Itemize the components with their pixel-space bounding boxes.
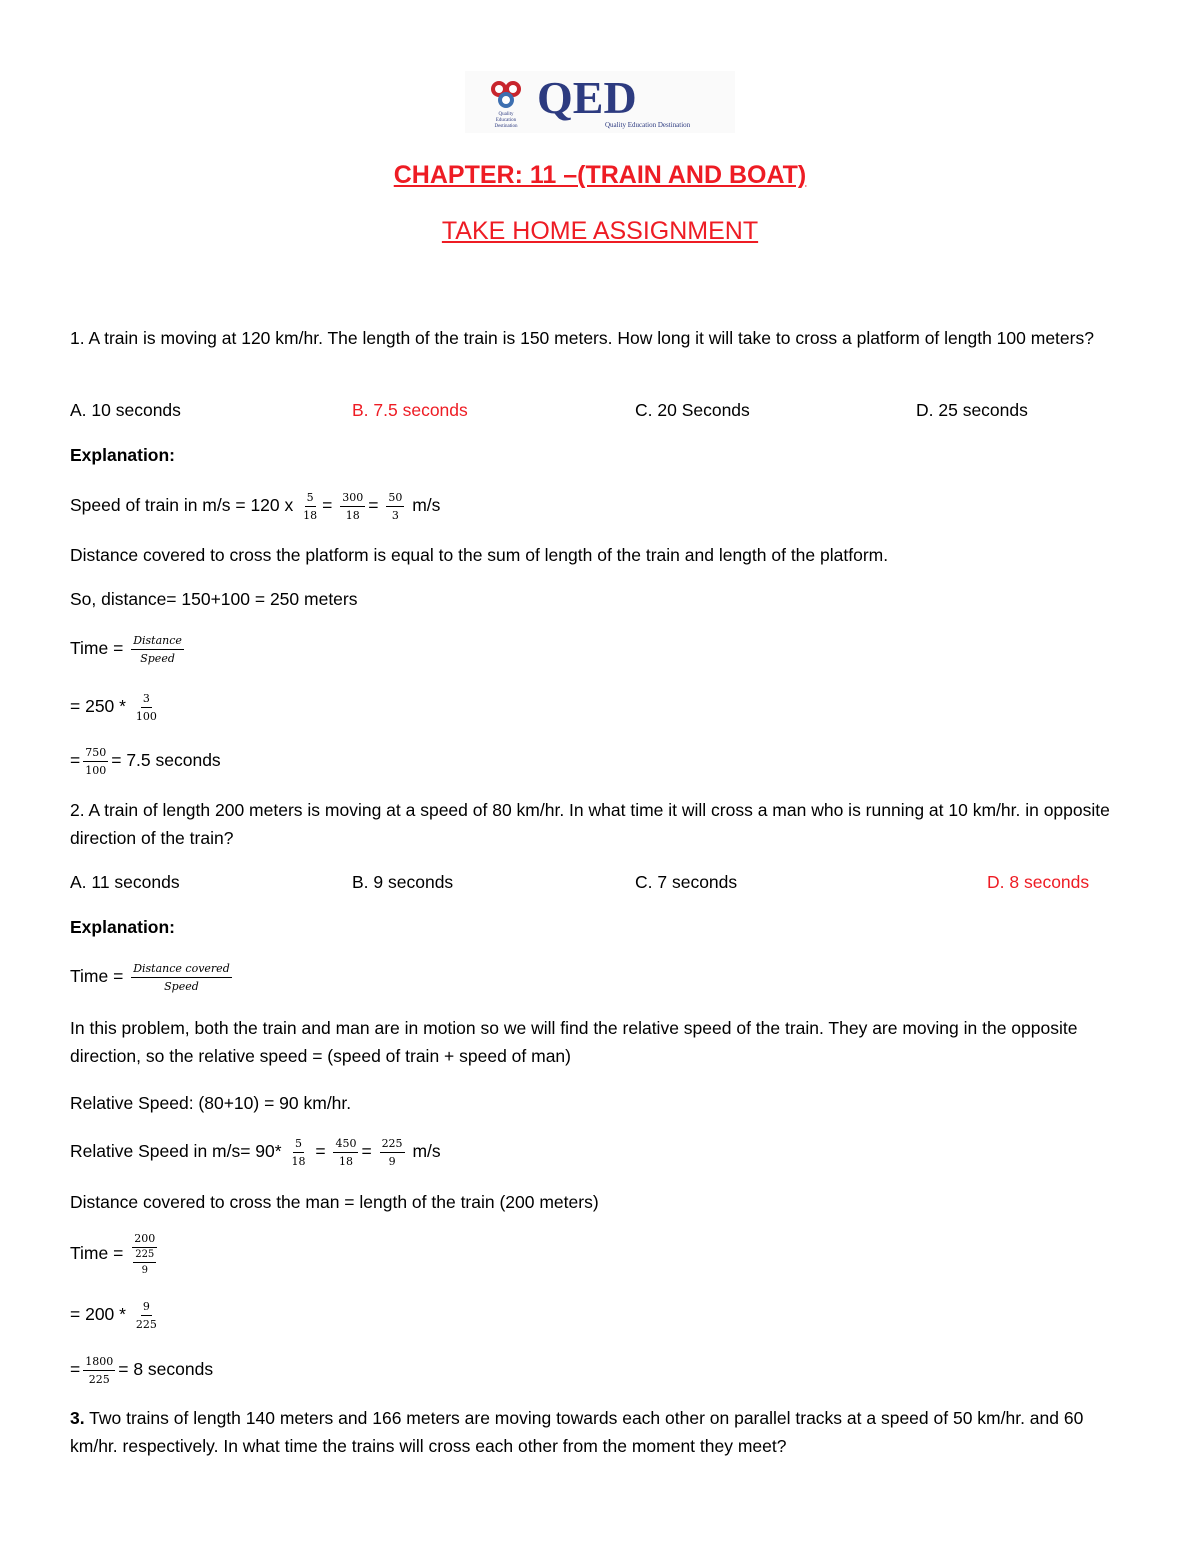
q1-option-d[interactable]: D. 25 seconds xyxy=(916,400,1028,420)
q2-option-b[interactable]: B. 9 seconds xyxy=(352,872,454,892)
q2-distance-man: Distance covered to cross the man = length of the train (200 meters) xyxy=(70,1192,599,1212)
fraction-300-18: $\frac{300}{18}$ xyxy=(342,490,364,522)
logo-wordmark: QED xyxy=(537,72,637,123)
logo-tagline: Quality Education Destination xyxy=(605,121,691,129)
q1-distance-line: Distance covered to cross the platform is equal to the sum of length of the train and length of the platform. xyxy=(70,545,889,565)
q2-relative-speed: Relative Speed: (80+10) = 90 km/hr. xyxy=(70,1093,352,1113)
q2-option-a[interactable]: A. 11 seconds xyxy=(70,872,180,892)
svg-text:Destination: Destination xyxy=(494,124,518,129)
svg-text:Quality: Quality xyxy=(498,112,514,117)
q2-option-c[interactable]: C. 7 seconds xyxy=(635,872,738,892)
q2-option-d[interactable]: D. 8 seconds xyxy=(987,872,1090,892)
fraction-distance-covered-speed: $\frac{\text{Distance covered}}{\text{Speed}}$ xyxy=(133,961,230,993)
q2-step-1: = 200 * $\frac{9}{225}$ xyxy=(70,1299,157,1331)
fraction-50-3: $\frac{50}{3}$ xyxy=(388,490,403,522)
fraction-750-100: $\frac{750}{100}$ xyxy=(85,745,107,777)
fraction-9-225: $\frac{9}{225}$ xyxy=(135,1299,157,1331)
q1-speed-line: Speed of train in m/s = 120 x $\frac{5}{18}$ = $\frac{300}{18}$ = $\frac{50}{3}$ m/s xyxy=(70,490,441,522)
question-2 xyxy=(70,796,1130,852)
q1-explanation-label: Explanation: xyxy=(70,445,176,465)
question-text: A train of length 200 meters is moving at a speed of 80 km/hr. In what time it will cross a man who is running at 10 km/hr. in opposite direction of the train? xyxy=(70,800,1110,848)
fraction-distance-speed: $\frac{\text{Distance}}{\text{Speed}}$ xyxy=(133,633,182,665)
q2-step-2: = $\frac{1800}{225}$ = 8 seconds xyxy=(70,1354,214,1386)
question-number: 1. xyxy=(70,328,85,348)
q2-relative-text: In this problem, both the train and man are in motion so we will find the relative speed of the train. They are moving in the opposite direction, so the relative speed = (speed of train + speed of man) xyxy=(70,1018,1078,1066)
q2-time-formula: Time = $\frac{\text{Distance covered}}{\text{Speed}}$ xyxy=(70,961,230,993)
question-text: A train is moving at 120 km/hr. The length of the train is 150 meters. How long it will take to cross a platform of length 100 meters? xyxy=(88,328,1094,348)
q1-step-2: = $\frac{750}{100}$ = 7.5 seconds xyxy=(70,745,221,777)
assignment-subtitle: TAKE HOME ASSIGNMENT xyxy=(441,217,759,245)
qed-logo xyxy=(465,71,735,133)
fraction-5-18: $\frac{5}{18}$ xyxy=(291,1136,306,1168)
question-text: Two trains of length 140 meters and 166 meters are moving towards each other on parallel tracks at a speed of 50 km/hr. and 60 km/hr. respectively. In what time the trains will cross each other from the moment they meet? xyxy=(70,1408,1084,1456)
fraction-3-100: $\frac{3}{100}$ xyxy=(135,691,157,723)
chapter-title: CHAPTER: 11 –(TRAIN AND BOAT) xyxy=(393,161,807,189)
fraction-450-18: $\frac{450}{18}$ xyxy=(335,1136,357,1168)
q1-option-a[interactable]: A. 10 seconds xyxy=(70,400,181,420)
fraction-225-9: $\frac{225}{9}$ xyxy=(381,1136,403,1168)
svg-text:Education: Education xyxy=(495,118,517,123)
fraction-1800-225: $\frac{1800}{225}$ xyxy=(85,1354,114,1386)
question-number: 2. xyxy=(70,800,85,820)
question-1 xyxy=(70,324,1130,352)
q1-option-b[interactable]: B. 7.5 seconds xyxy=(352,400,468,420)
q1-time-formula: Time = $\frac{\text{Distance}}{\text{Speed}}$ xyxy=(70,633,182,665)
q1-so-distance: So, distance= 150+100 = 250 meters xyxy=(70,589,358,609)
q2-relative-speed-ms: Relative Speed in m/s= 90* $\frac{5}{18}$ = $\frac{450}{18}$ = $\frac{225}{9}$ m/s xyxy=(70,1136,441,1168)
q2-time-compound: Time = $\frac{200}{\frac{225}{9}}$ xyxy=(70,1228,161,1278)
q1-step-1: = 250 * $\frac{3}{100}$ xyxy=(70,691,157,723)
qed-logo-graphic xyxy=(465,71,735,133)
q1-option-c[interactable]: C. 20 Seconds xyxy=(635,400,750,420)
compound-fraction-200-225-9: $\frac{200}{\frac{225}{9}}$ xyxy=(134,1232,156,1277)
question-3 xyxy=(70,1404,1130,1460)
q2-explanation-label: Explanation: xyxy=(70,917,176,937)
fraction-5-18: $\frac{5}{18}$ xyxy=(303,490,318,522)
question-number: 3. xyxy=(70,1408,85,1428)
